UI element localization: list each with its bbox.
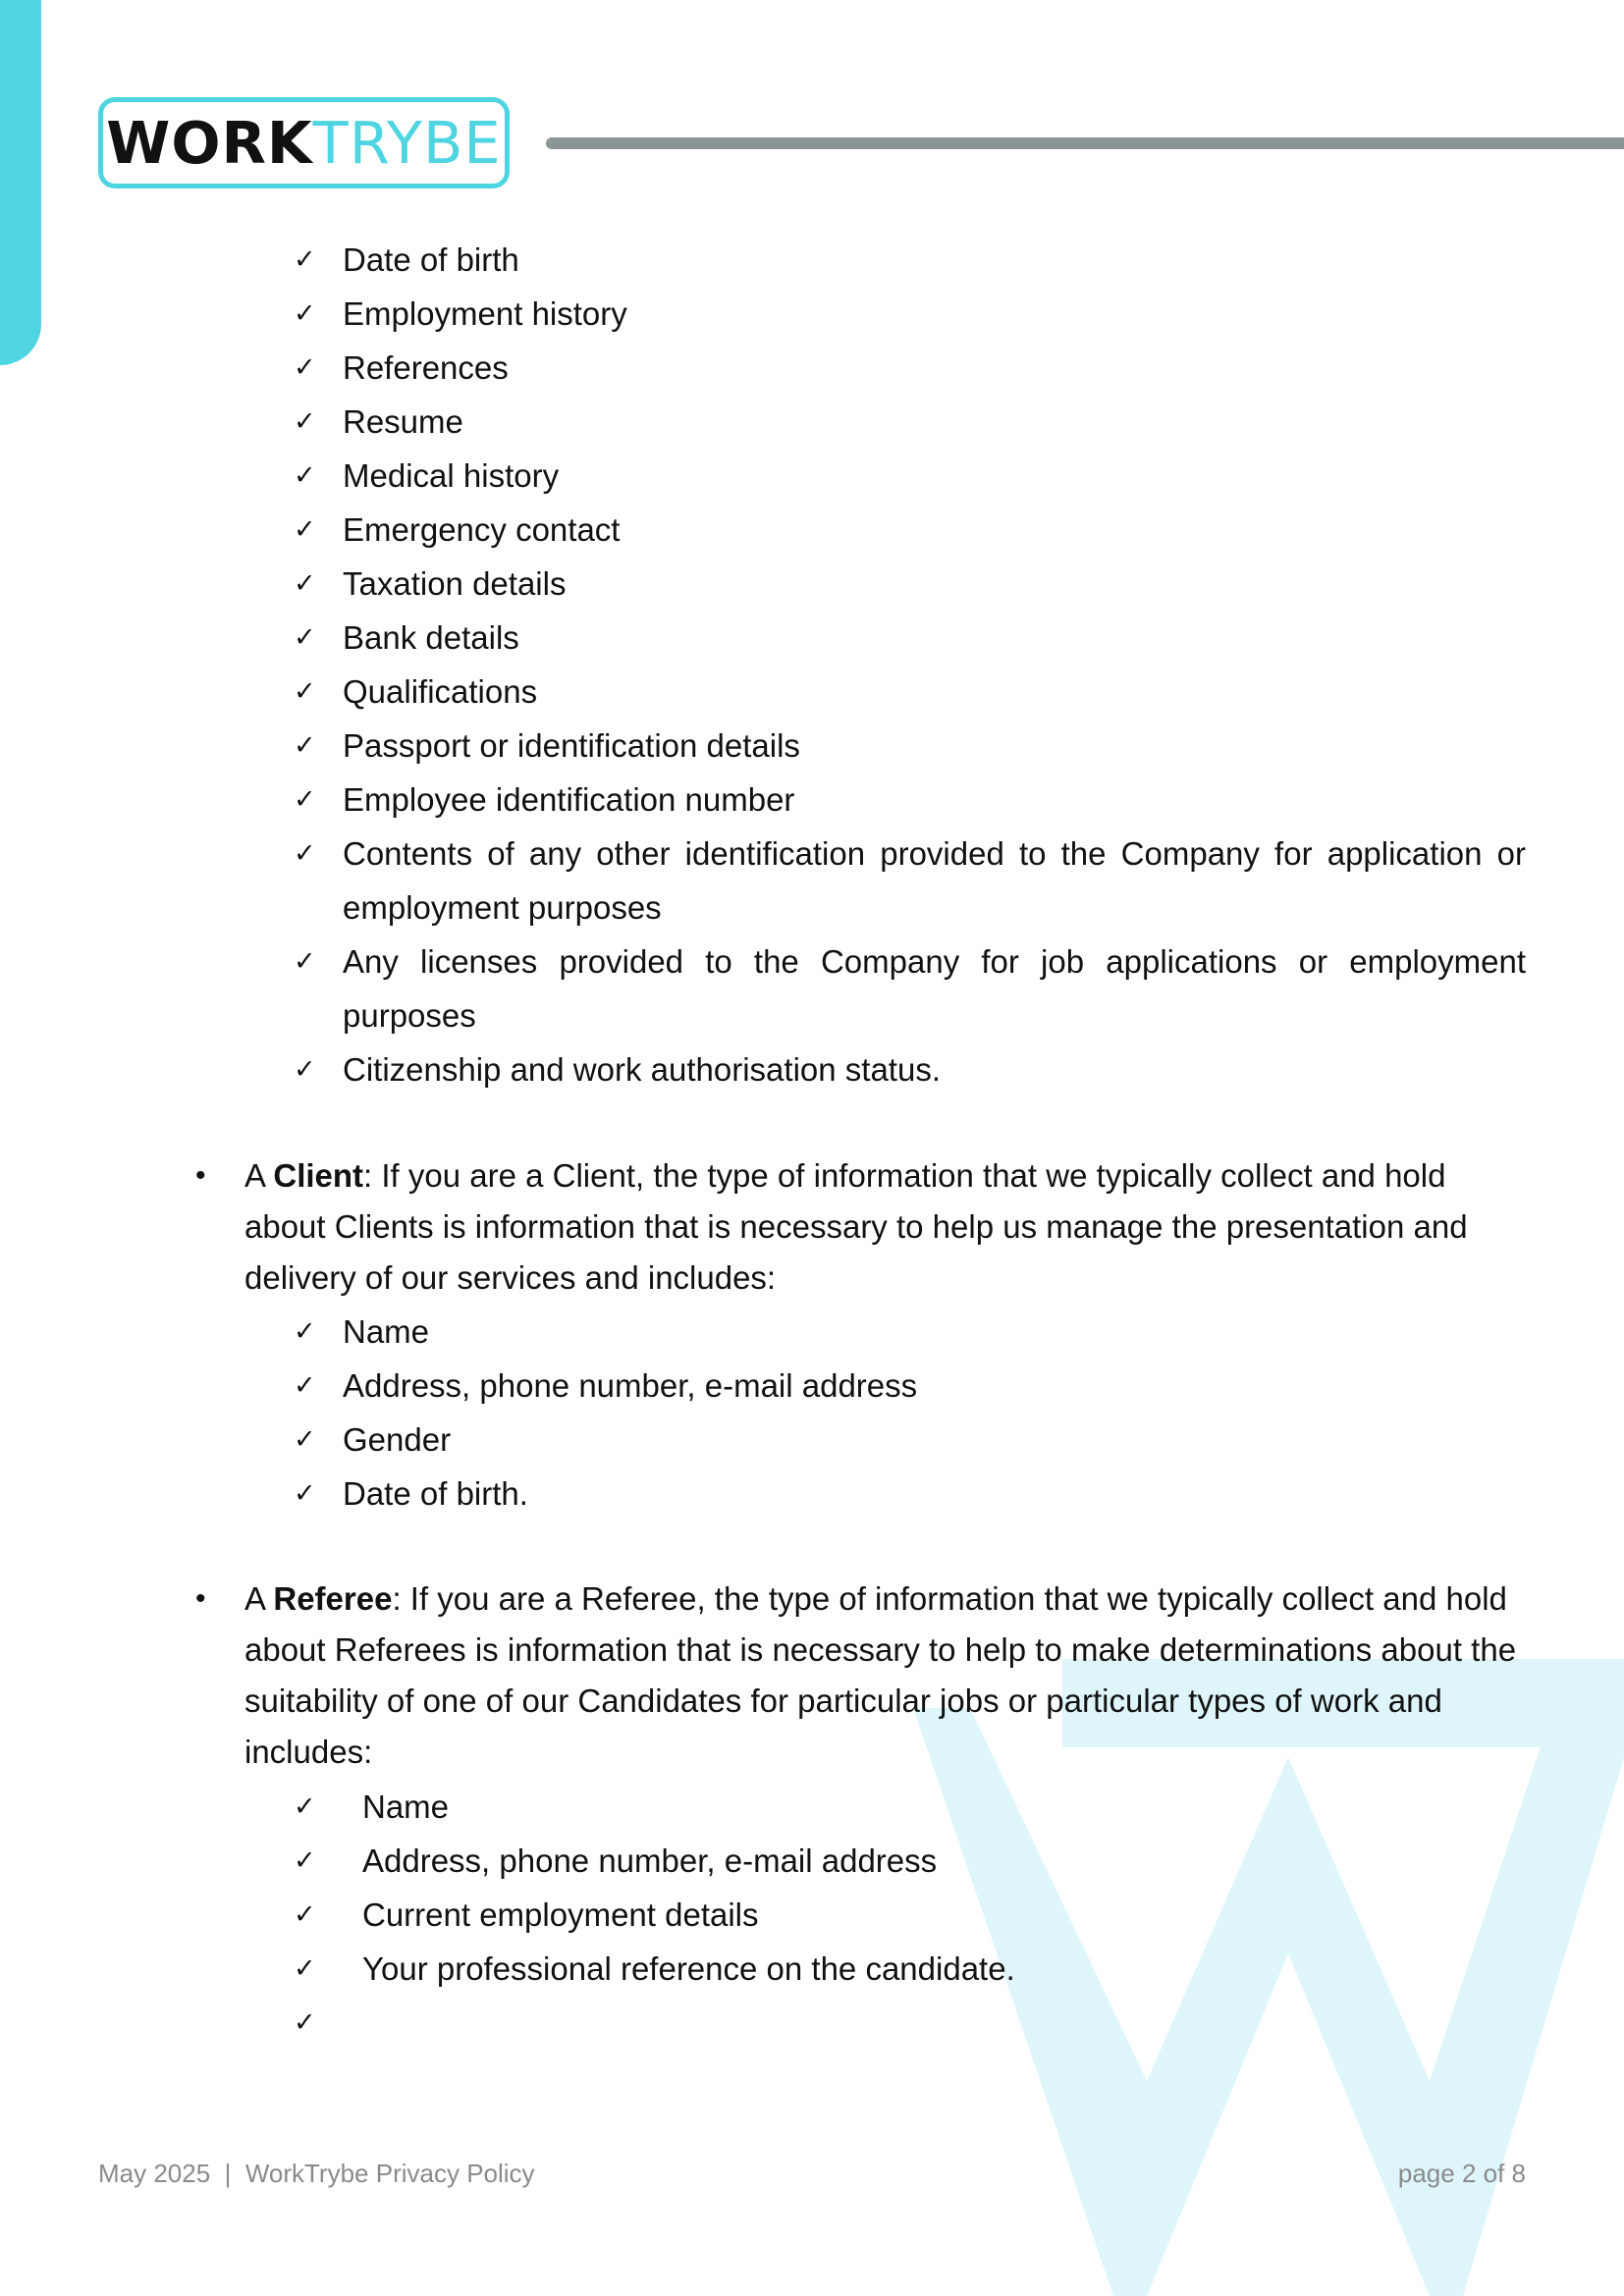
list-item-text: Current employment details bbox=[362, 1896, 759, 1933]
list-item-text: Gender bbox=[343, 1421, 452, 1458]
client-list-item bbox=[294, 1359, 1526, 1413]
checkmark-icon: ✓ bbox=[294, 1791, 316, 1822]
checkmark-icon: ✓ bbox=[294, 568, 316, 599]
header-rule bbox=[546, 137, 1624, 149]
candidate-list-item bbox=[294, 773, 1526, 827]
list-item-text: Contents of any other identification provided to the Company for application or employment purposes bbox=[343, 835, 1526, 926]
client-list-item bbox=[294, 1413, 1526, 1467]
client-term: Client bbox=[273, 1157, 364, 1194]
checkmark-icon: ✓ bbox=[294, 676, 316, 707]
list-item-text: References bbox=[343, 349, 509, 386]
list-item-text: Qualifications bbox=[343, 673, 538, 710]
checkmark-icon: ✓ bbox=[294, 1478, 316, 1509]
referee-prefix: A bbox=[244, 1580, 274, 1617]
checkmark-icon: ✓ bbox=[294, 2007, 316, 2038]
checkmark-icon: ✓ bbox=[294, 1953, 316, 1984]
list-item-text: Citizenship and work authorisation status. bbox=[343, 1051, 941, 1088]
checkmark-icon: ✓ bbox=[294, 946, 316, 977]
list-item-text: Taxation details bbox=[343, 565, 567, 602]
list-item-text: Bank details bbox=[343, 619, 519, 656]
list-item-text: Address, phone number, e-mail address bbox=[362, 1842, 938, 1879]
referee-list-item bbox=[294, 1942, 1526, 1996]
bullet-icon: • bbox=[195, 1159, 206, 1192]
logo-trybe-text: TRYBE bbox=[312, 109, 502, 177]
checkmark-icon: ✓ bbox=[294, 460, 316, 491]
checkmark-icon: ✓ bbox=[294, 622, 316, 653]
checkmark-icon: ✓ bbox=[294, 514, 316, 545]
checkmark-icon: ✓ bbox=[294, 1899, 316, 1930]
referee-description: : If you are a Referee, the type of information that we typically collect and hold about Referees is information that is necessary to help to make determinations about the suitability of one of our Candidates for particular jobs or particular types of work and includes: bbox=[244, 1580, 1517, 1770]
candidate-list-item bbox=[294, 719, 1526, 773]
list-item-text: Employment history bbox=[343, 295, 627, 332]
referee-list-item bbox=[294, 1834, 1526, 1888]
checkmark-icon: ✓ bbox=[294, 730, 316, 761]
checkmark-icon: ✓ bbox=[294, 1316, 316, 1347]
list-item-text: Resume bbox=[343, 403, 463, 440]
referee-list-item bbox=[294, 1780, 1526, 1834]
candidate-list-item bbox=[294, 449, 1526, 503]
checkmark-icon: ✓ bbox=[294, 1054, 316, 1085]
list-item-text: Name bbox=[343, 1313, 430, 1350]
list-item-text: Date of birth. bbox=[343, 1475, 528, 1512]
checkmark-icon: ✓ bbox=[294, 1424, 316, 1455]
checkmark-icon: ✓ bbox=[294, 1845, 316, 1876]
checkmark-icon: ✓ bbox=[294, 784, 316, 815]
checkmark-icon: ✓ bbox=[294, 1370, 316, 1401]
candidate-list-item bbox=[294, 233, 1526, 287]
client-prefix: A bbox=[244, 1157, 274, 1194]
list-item-text: Any licenses provided to the Company for job applications or employment purposes bbox=[343, 943, 1526, 1034]
logo-wordmark bbox=[106, 109, 502, 177]
candidate-list-item bbox=[294, 934, 1526, 1042]
candidate-list-item bbox=[294, 395, 1526, 449]
logo-work-text: WORK bbox=[106, 109, 313, 177]
left-accent-tab bbox=[0, 0, 41, 365]
client-list-item bbox=[294, 1305, 1526, 1359]
checkmark-icon: ✓ bbox=[294, 838, 316, 869]
checkmark-icon: ✓ bbox=[294, 298, 316, 329]
candidate-list-item bbox=[294, 827, 1526, 934]
client-paragraph bbox=[195, 1150, 1521, 1304]
list-item-text: Date of birth bbox=[343, 241, 519, 278]
candidate-list-item bbox=[294, 287, 1526, 341]
candidate-list-item bbox=[294, 557, 1526, 611]
referee-term: Referee bbox=[273, 1580, 393, 1617]
list-item-text: Medical history bbox=[343, 457, 560, 494]
referee-paragraph bbox=[195, 1574, 1521, 1778]
footer-page-number: page 2 of 8 bbox=[1397, 2159, 1526, 2188]
list-item-text: Name bbox=[362, 1789, 450, 1825]
footer-date-title: May 2025 | WorkTrybe Privacy Policy bbox=[98, 2159, 535, 2188]
checkmark-icon: ✓ bbox=[294, 244, 316, 275]
candidate-list-item bbox=[294, 665, 1526, 719]
worktrybe-logo bbox=[98, 97, 510, 188]
list-item-text: Emergency contact bbox=[343, 511, 621, 548]
candidate-list-item bbox=[294, 611, 1526, 665]
client-list-item bbox=[294, 1467, 1526, 1521]
referee-list-item bbox=[294, 1888, 1526, 1942]
client-description: : If you are a Client, the type of information that we typically collect and hold about Clients is information that is necessary to help us manage the presentation and delivery of our services and includes: bbox=[244, 1157, 1468, 1296]
candidate-list-item bbox=[294, 341, 1526, 395]
list-item-text: Your professional reference on the candidate. bbox=[362, 1950, 1015, 1987]
list-item-text: Address, phone number, e-mail address bbox=[343, 1367, 918, 1404]
candidate-list-item bbox=[294, 1042, 1526, 1096]
checkmark-icon: ✓ bbox=[294, 406, 316, 437]
list-item-text: Passport or identification details bbox=[343, 727, 800, 764]
candidate-list-item bbox=[294, 503, 1526, 557]
list-item-text: Employee identification number bbox=[343, 781, 795, 818]
bullet-icon: • bbox=[195, 1582, 206, 1615]
checkmark-icon: ✓ bbox=[294, 352, 316, 383]
